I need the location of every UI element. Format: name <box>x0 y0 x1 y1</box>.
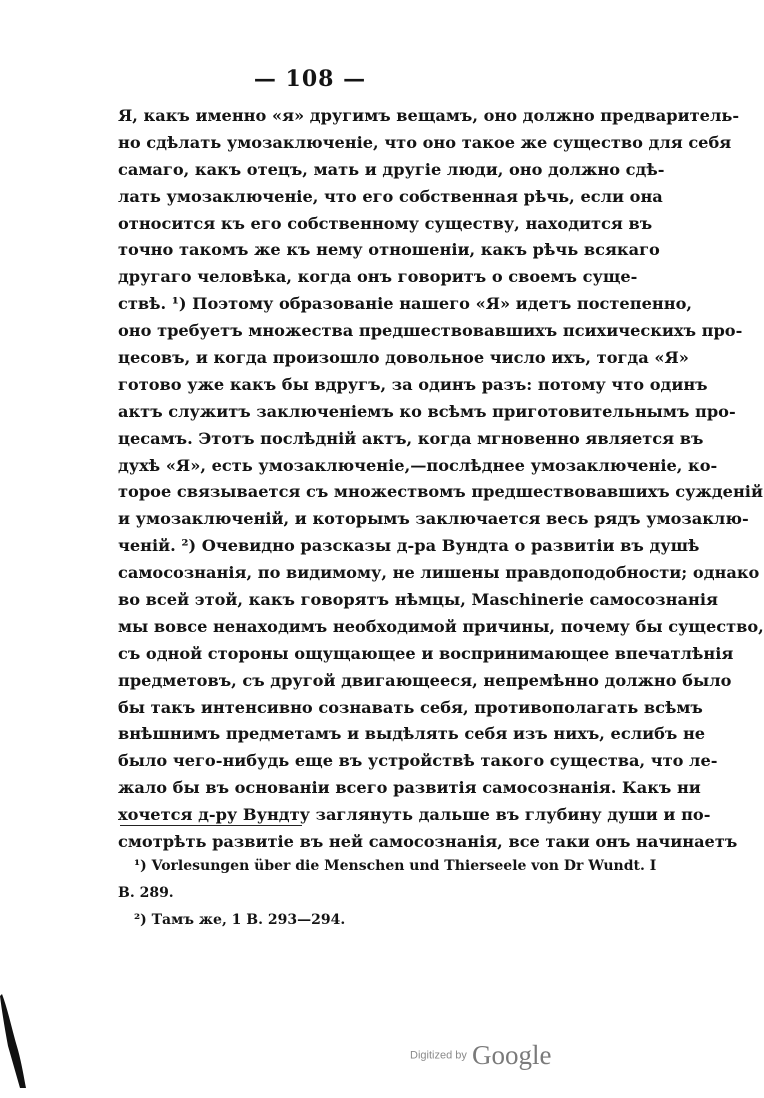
text-line: ствѣ. ¹) Поэтому образованiе нашего «Я» идетъ постепенно, <box>118 294 693 314</box>
text-line: другаго человѣка, когда онъ говоритъ о своемъ суще- <box>118 267 638 287</box>
text-line: готово уже какъ бы вдругъ, за одинъ разъ: потому что одинъ <box>118 374 708 394</box>
page-number: — 108 — <box>253 66 367 92</box>
footnote-divider <box>120 825 302 826</box>
text-line: относится къ его собственному существу, находится въ <box>118 213 653 233</box>
digitized-by-google-watermark <box>410 1040 551 1071</box>
text-line: самаго, какъ отецъ, мать и другiе люди, оно должно сдѣ- <box>118 159 665 179</box>
body-text <box>118 103 764 856</box>
text-line: но сдѣлать умозаключенiе, что оно такое же существо для себя <box>118 132 732 152</box>
text-line: съ одной стороны ощущающее и воспринимающее впечатлѣнiя <box>118 643 734 663</box>
text-line: актъ служитъ заключенiемъ ко всѣмъ приготовительнымъ про- <box>118 401 736 421</box>
google-logo: Google <box>471 1040 552 1070</box>
text-line: торое связывается съ множествомъ предшествовавшихъ сужденiй <box>118 482 763 502</box>
text-line: мы вовсе ненаходимъ необходимой причины, почему бы существо, <box>118 616 764 636</box>
text-line: точно такомъ же къ нему отношенiи, какъ рѣчь всякаго <box>118 240 660 260</box>
text-line: смотрѣть развитiе въ ней самосознанiя, все таки онъ начинаетъ <box>118 832 738 852</box>
text-line: цесамъ. Этотъ послѣднiй актъ, когда мгновенно является въ <box>118 428 704 448</box>
text-line: цесовъ, и когда произошло довольное число ихъ, тогда «Я» <box>118 348 689 368</box>
footnote-1-continuation: B. 289. <box>118 885 174 901</box>
text-line: лать умозаключенiе, что его собственная рѣчь, если она <box>118 186 663 206</box>
text-line: во всей этой, какъ говорятъ нѣмцы, Maschinerie самосознанiя <box>118 590 718 610</box>
text-line: предметовъ, съ другой двигающееся, непремѣнно должно было <box>118 670 732 690</box>
footnotes <box>118 853 657 934</box>
text-line: самосознанiя, по видимому, не лишены правдоподобности; однако <box>118 563 760 583</box>
text-line: Я, какъ именно «я» другимъ вещамъ, оно должно предваритель- <box>118 106 740 125</box>
text-line: ченiй. ²) Очевидно разсказы д-ра Вундта о развитiи въ душѣ <box>118 536 700 556</box>
text-line: духѣ «Я», есть умозаключенiе,—послѣднее умозаключенiе, ко- <box>118 455 718 475</box>
page-edge-shadow <box>0 990 30 1090</box>
text-line: жало бы въ основанiи всего развитiя самосознанiя. Какъ ни <box>118 778 701 798</box>
text-line: было чего-нибудь еще въ устройствѣ такого существа, что ле- <box>118 751 718 771</box>
text-line: хочется д-ру Вундту заглянуть дальше въ глубину души и по- <box>118 805 711 825</box>
text-line: оно требуетъ множества предшествовавшихъ психическихъ про- <box>118 321 743 341</box>
text-line: бы такъ интенсивно сознавать себя, противополагать всѣмъ <box>118 697 703 717</box>
text-line: и умозаключенiй, и которымъ заключается весь рядъ умозаклю- <box>118 509 749 529</box>
text-line: внѣшнимъ предметамъ и выдѣлять себя изъ нихъ, еслибъ не <box>118 724 706 744</box>
watermark-prefix: Digitized by <box>410 1049 467 1062</box>
footnote-2: ²) Тамъ же, 1 B. 293—294. <box>134 912 346 928</box>
footnote-1: ¹) Vorlesungen über die Menschen und Thierseele von Dr Wundt. I <box>134 858 657 874</box>
